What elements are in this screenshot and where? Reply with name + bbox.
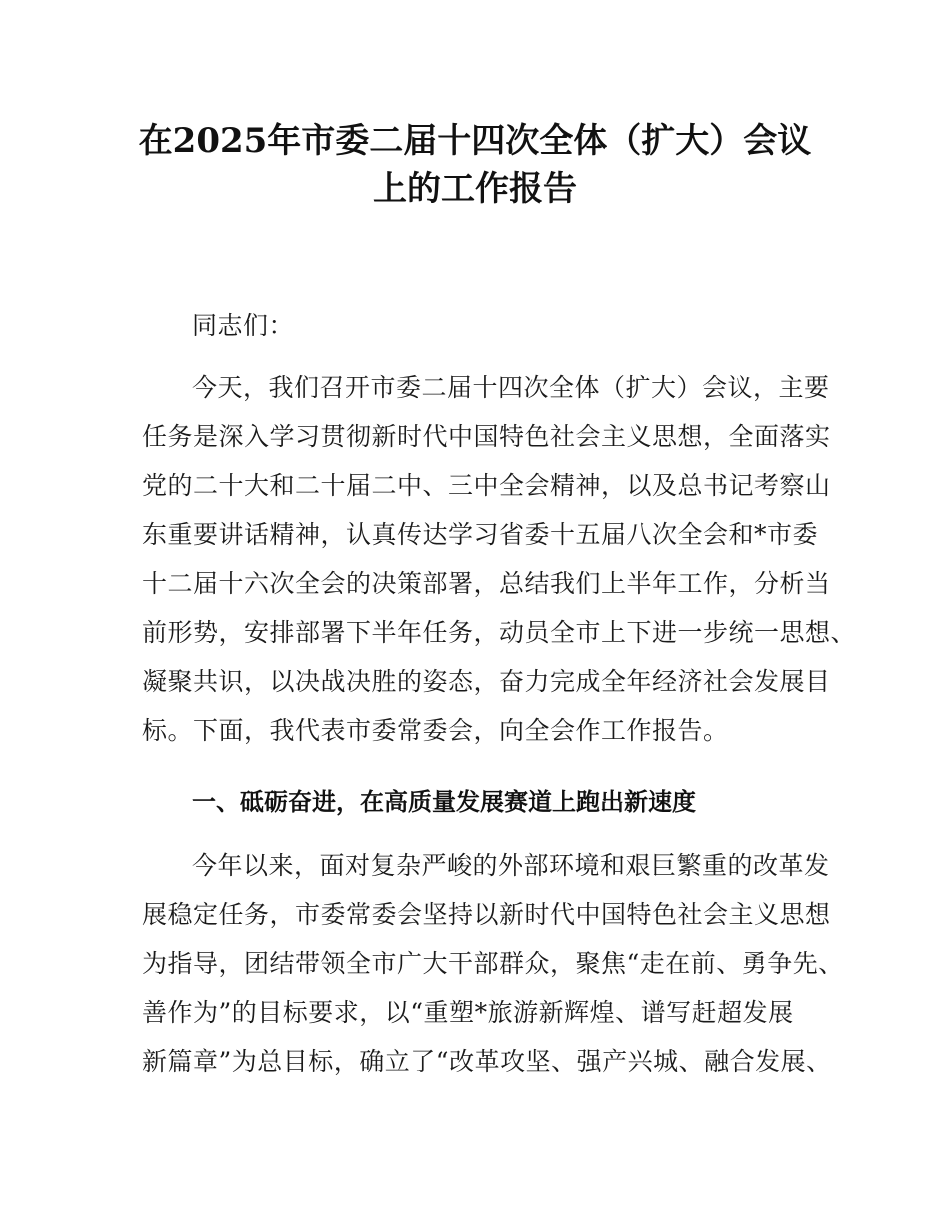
paragraph-line: 任务是深入学习贯彻新时代中国特色社会主义思想，全面落实 (142, 422, 831, 451)
paragraph-line: 凝聚共识，以决战决胜的姿态，奋力完成全年经济社会发展目 (142, 667, 831, 696)
paragraph-line: 善作为”的目标要求，以“重塑*旅游新辉煌、谱写赶超发展 (142, 998, 794, 1027)
paragraph-line: 新篇章”为总目标，确立了“改革攻坚、强产兴城、融合发展、 (142, 1047, 832, 1076)
paragraph-line: 东重要讲话精神，认真传达学习省委十五届八次全会和*市委 (142, 520, 819, 549)
document-title-line-2: 上的工作报告 (373, 169, 577, 209)
paragraph-line: 为指导，团结带领全市广大干部群众，聚焦“走在前、勇争先、 (142, 949, 844, 978)
paragraph-line: 标。下面，我代表市委常委会，向全会作工作报告。 (142, 716, 729, 745)
paragraph-line: 党的二十大和二十届二中、三中全会精神，以及总书记考察山 (142, 471, 831, 500)
paragraph-line: 今天，我们召开市委二届十四次全体（扩大）会议，主要 (192, 373, 830, 402)
paragraph-line: 展稳定任务，市委常委会坚持以新时代中国特色社会主义思想 (142, 900, 831, 929)
paragraph-line: 今年以来，面对复杂严峻的外部环境和艰巨繁重的改革发 (192, 851, 830, 880)
salutation: 同志们： (192, 311, 295, 340)
section-heading: 一、砥砺奋进，在高质量发展赛道上跑出新速度 (192, 788, 696, 816)
paragraph-line: 前形势，安排部署下半年任务，动员全市上下进一步统一思想、 (142, 618, 857, 647)
document-title-line-1: 在2025年市委二届十四次全体（扩大）会议 (138, 121, 812, 161)
paragraph-line: 十二届十六次全会的决策部署，总结我们上半年工作，分析当 (142, 569, 831, 598)
